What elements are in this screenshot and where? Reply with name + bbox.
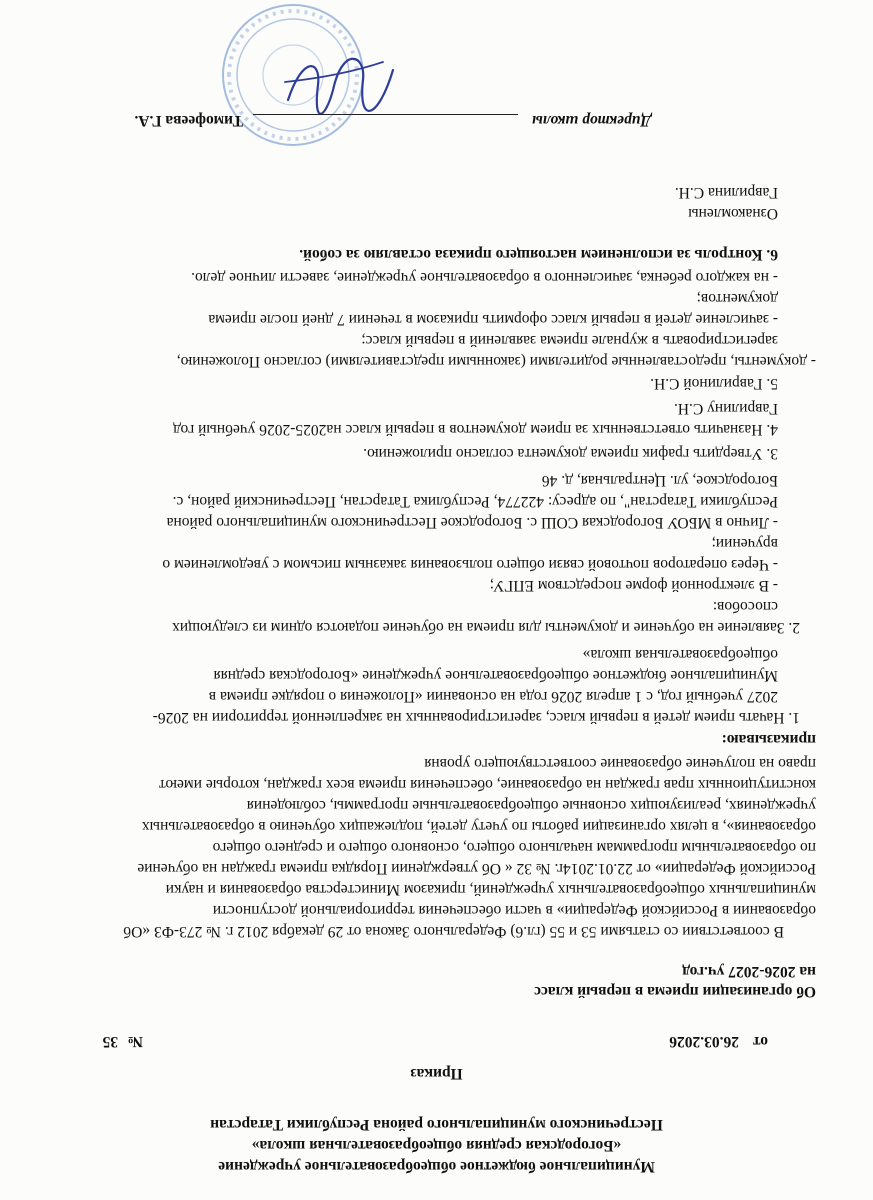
subject-line2: на 2026-2027 уч.год	[682, 963, 816, 980]
date-label: от	[752, 1033, 768, 1050]
item-2-line: вручении;	[711, 535, 778, 552]
preamble-line: учреждениях, реализующих основные общеобразовательные программы, соблюдения	[246, 797, 816, 814]
item-1-line: 2027 учебный год, с 1 апреля 2026 года на основании «Положения о порядке приема в	[208, 688, 778, 705]
item-2-line: Республики Татарстан", по адресу: 422774, Республика Татарстан, Пестречинский район, с.	[172, 493, 778, 510]
preamble-line: Российской Федерации» от 22.01.2014г. № 32 « Об утверждении Порядка приема граждан на обучение	[137, 860, 816, 877]
item-5-line: - на каждого ребенка, зачисленного в образовательное учреждение, завести личное дело.	[191, 269, 778, 286]
item-5-line: - документы, предоставленные родителями (законными представителями) согласно Положению,	[176, 353, 816, 370]
document-title: Приказ	[410, 1065, 463, 1082]
order-word: приказываю:	[721, 731, 816, 748]
preamble-line: образования», в целях организации работы по учету детей, подлежащих обучению в образовательных	[141, 818, 816, 835]
item-2-line: - Через операторов почтовой связи общего пользования заказным письмом с уведомлением о	[162, 556, 778, 573]
signature-line	[253, 114, 518, 115]
preamble-line: образовании в Российской Федерации» в части обеспечения территориальной доступности	[212, 902, 816, 919]
order-number: 35	[102, 1033, 118, 1050]
item-3: 3. Утвердить график приема документа согласно приложению.	[363, 445, 778, 462]
preamble-line: В соответствии со статьями 53 и 55 (гл.6) Федерального Закона от 29 декабря 2012 г. № 273-ФЗ «Об	[123, 923, 784, 940]
number-label: №	[127, 1033, 143, 1050]
subject-line1: Об организации приема в первый класс	[534, 983, 816, 1000]
item-2-line: 2. Заявление на обучение и документы для приема на обучение подаются одним из следующих	[172, 619, 800, 636]
item-5-line: документов;	[696, 290, 778, 307]
item-5-line: зарегистрировать в журнале приема заявлений в первый класс;	[361, 332, 778, 349]
item-2-line: способов:	[712, 598, 778, 615]
director-signature	[273, 30, 413, 140]
item-4-line: Гаврилину С.Н.	[673, 400, 778, 417]
director-name: Тимофеева Г.А.	[134, 112, 243, 129]
preamble-line: право на получение образование соответствующего уровня	[424, 755, 816, 772]
item-2-line: - Лично в МБОУ Богородская СОШ с. Богородское Пестречинского муниципального района	[166, 514, 778, 531]
order-date: 26.03.2026	[669, 1033, 739, 1050]
item-1-line: Муниципальное бюджетное общеобразовательное учреждение «Богородская средняя	[213, 667, 778, 684]
item-5-line: - зачисление детей в первый класс оформить приказом в течении 7 дней после приема	[208, 311, 778, 328]
acquainted-label: Ознакомлены	[688, 205, 778, 222]
item-2-line: - В электронной форме посредством ЕПГУ;	[489, 577, 778, 594]
item-1-line: 1. Начать прием детей в первый класс, зарегистрированных на закрепленной территории на 2026-	[152, 709, 800, 726]
item-5-line: 5. Гаврилиной С.Н.	[650, 375, 778, 392]
item-2-line: Богородское, ул. Центральная, д. 46	[541, 472, 778, 489]
item-1-line: общеобразовательная школа»	[582, 646, 778, 663]
acquainted-name: Гаврилина С.Н.	[674, 184, 778, 201]
school-name-line1: Муниципальное бюджетное общеобразовательное учреждение	[218, 1158, 655, 1175]
director-role: Директор школы	[532, 112, 651, 129]
school-name-line2: «Богородская средняя общеобразовательная школа»	[251, 1137, 622, 1154]
preamble-line: конституционных прав граждан на образование, обеспечения приема всех граждан, которые имеют	[158, 776, 816, 793]
preamble-line: муниципальных общеобразовательных учреждений, приказом Министерства образования и науки	[165, 881, 816, 898]
school-name-line3: Пестречинского муниципального района Республики Татарстан	[210, 1116, 663, 1133]
item-4-line: 4. Назначить ответственных за прием документов в первый класс на2025-2026 учебный год	[173, 421, 778, 438]
preamble-line: по образовательным программам начального общего, основного общего и среднего общего	[212, 839, 816, 856]
item-6: 6. Контроль за исполнением настоящего приказа оставляю за собой.	[299, 246, 778, 263]
